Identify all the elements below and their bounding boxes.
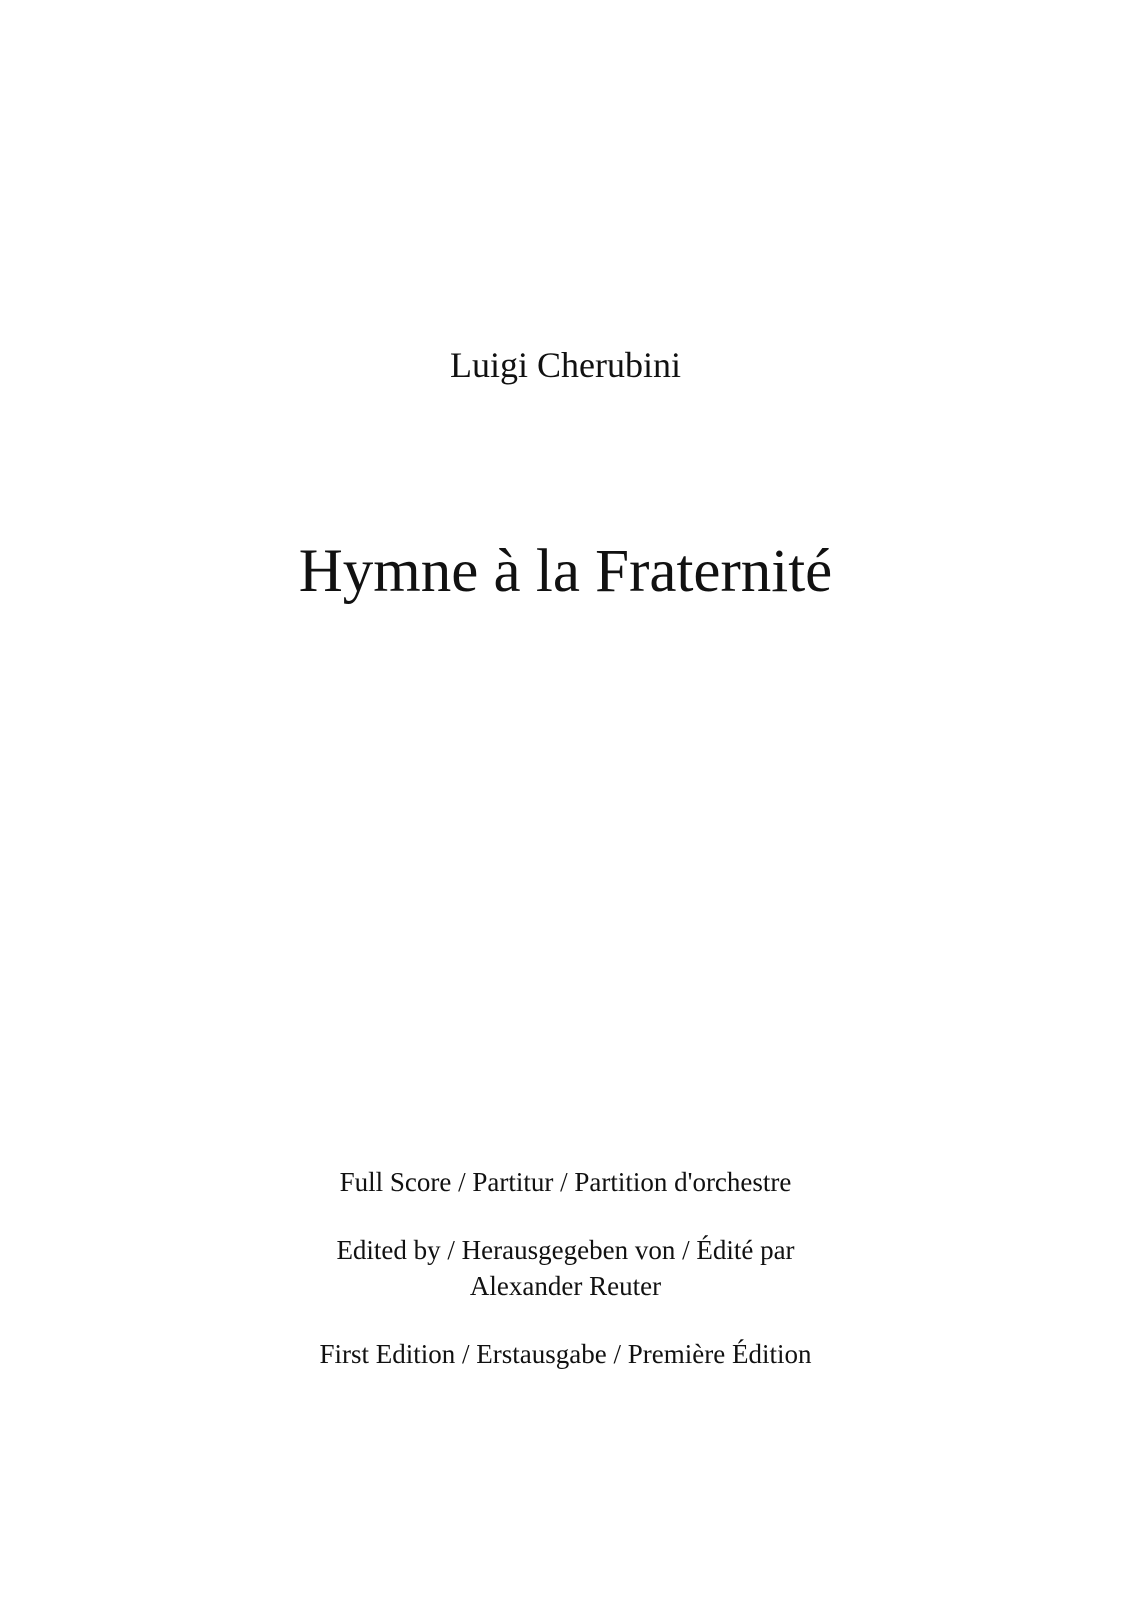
edition-statement: First Edition / Erstausgabe / Première Édition [319, 1339, 812, 1369]
work-title: Hymne à la Fraternité [298, 538, 833, 605]
editor-name: Alexander Reuter [469, 1271, 662, 1301]
score-type: Full Score / Partitur / Partition d'orchestre [339, 1167, 792, 1197]
composer-name: Luigi Cherubini [450, 345, 681, 385]
edited-by-label: Edited by / Herausgegeben von / Édité par [336, 1235, 795, 1265]
